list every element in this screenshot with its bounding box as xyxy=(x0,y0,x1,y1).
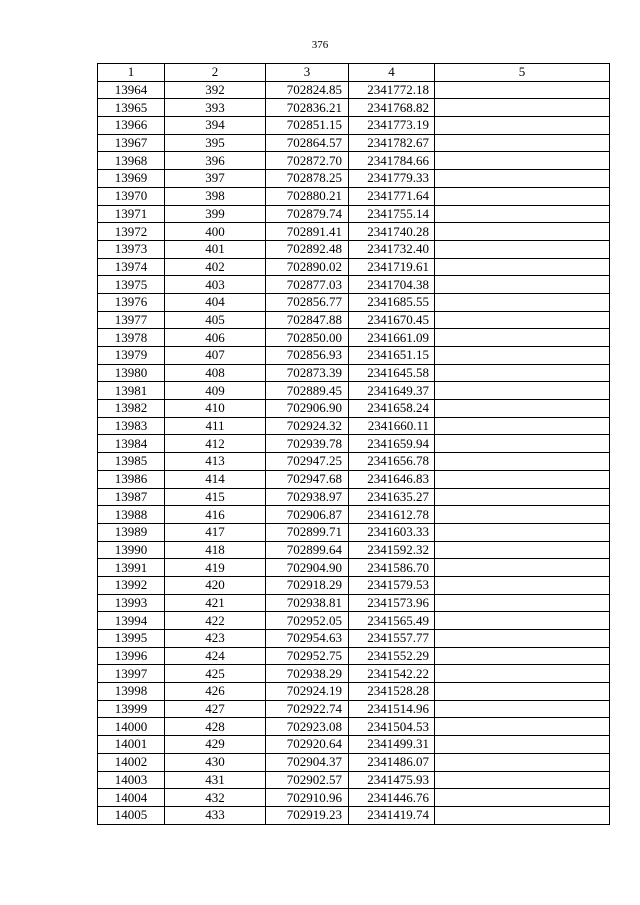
point-number-cell: 399 xyxy=(165,205,266,223)
note-cell xyxy=(435,594,610,612)
table-row xyxy=(98,187,610,205)
table-row xyxy=(98,223,610,241)
point-number-cell: 401 xyxy=(165,240,266,258)
note-cell xyxy=(435,417,610,435)
y-coordinate-cell: 2341670.45 xyxy=(349,311,435,329)
y-coordinate-cell: 2341586.70 xyxy=(349,559,435,577)
x-coordinate-cell: 702878.25 xyxy=(266,170,349,188)
row-id-cell: 13983 xyxy=(98,417,165,435)
point-number-cell: 422 xyxy=(165,612,266,630)
y-coordinate-cell: 2341557.77 xyxy=(349,630,435,648)
row-id-cell: 13993 xyxy=(98,594,165,612)
note-cell xyxy=(435,789,610,807)
note-cell xyxy=(435,347,610,365)
point-number-cell: 415 xyxy=(165,488,266,506)
point-number-cell: 428 xyxy=(165,718,266,736)
y-coordinate-cell: 2341782.67 xyxy=(349,134,435,152)
note-cell xyxy=(435,683,610,701)
row-id-cell: 13977 xyxy=(98,311,165,329)
note-cell xyxy=(435,293,610,311)
table-body xyxy=(98,81,610,824)
y-coordinate-cell: 2341719.61 xyxy=(349,258,435,276)
x-coordinate-cell: 702872.70 xyxy=(266,152,349,170)
y-coordinate-cell: 2341651.15 xyxy=(349,347,435,365)
point-number-cell: 413 xyxy=(165,453,266,471)
table-row xyxy=(98,205,610,223)
point-number-cell: 420 xyxy=(165,576,266,594)
note-cell xyxy=(435,736,610,754)
note-cell xyxy=(435,576,610,594)
note-cell xyxy=(435,240,610,258)
x-coordinate-cell: 702824.85 xyxy=(266,81,349,99)
table-row xyxy=(98,576,610,594)
y-coordinate-cell: 2341685.55 xyxy=(349,293,435,311)
table-row xyxy=(98,170,610,188)
y-coordinate-cell: 2341635.27 xyxy=(349,488,435,506)
table-row xyxy=(98,99,610,117)
y-coordinate-cell: 2341612.78 xyxy=(349,506,435,524)
page-number: 376 xyxy=(311,39,329,51)
row-id-cell: 14005 xyxy=(98,806,165,824)
y-coordinate-cell: 2341499.31 xyxy=(349,736,435,754)
x-coordinate-cell: 702902.57 xyxy=(266,771,349,789)
note-cell xyxy=(435,541,610,559)
point-number-cell: 431 xyxy=(165,771,266,789)
y-coordinate-cell: 2341773.19 xyxy=(349,117,435,135)
table-row xyxy=(98,470,610,488)
y-coordinate-cell: 2341784.66 xyxy=(349,152,435,170)
note-cell xyxy=(435,470,610,488)
x-coordinate-cell: 702891.41 xyxy=(266,223,349,241)
note-cell xyxy=(435,771,610,789)
table-header-row xyxy=(98,64,610,82)
table-row xyxy=(98,134,610,152)
y-coordinate-cell: 2341740.28 xyxy=(349,223,435,241)
note-cell xyxy=(435,276,610,294)
point-number-cell: 396 xyxy=(165,152,266,170)
x-coordinate-cell: 702924.32 xyxy=(266,417,349,435)
row-id-cell: 13969 xyxy=(98,170,165,188)
table-row xyxy=(98,789,610,807)
row-id-cell: 13988 xyxy=(98,506,165,524)
note-cell xyxy=(435,311,610,329)
row-id-cell: 13989 xyxy=(98,523,165,541)
note-cell xyxy=(435,81,610,99)
y-coordinate-cell: 2341732.40 xyxy=(349,240,435,258)
y-coordinate-cell: 2341486.07 xyxy=(349,753,435,771)
x-coordinate-cell: 702938.81 xyxy=(266,594,349,612)
note-cell xyxy=(435,700,610,718)
y-coordinate-cell: 2341528.28 xyxy=(349,683,435,701)
note-cell xyxy=(435,134,610,152)
table-row xyxy=(98,594,610,612)
row-id-cell: 14002 xyxy=(98,753,165,771)
point-number-cell: 398 xyxy=(165,187,266,205)
row-id-cell: 13999 xyxy=(98,700,165,718)
point-number-cell: 424 xyxy=(165,647,266,665)
row-id-cell: 13997 xyxy=(98,665,165,683)
row-id-cell: 14004 xyxy=(98,789,165,807)
y-coordinate-cell: 2341579.53 xyxy=(349,576,435,594)
point-number-cell: 419 xyxy=(165,559,266,577)
row-id-cell: 14000 xyxy=(98,718,165,736)
point-number-cell: 403 xyxy=(165,276,266,294)
x-coordinate-cell: 702906.90 xyxy=(266,400,349,418)
point-number-cell: 417 xyxy=(165,523,266,541)
point-number-cell: 427 xyxy=(165,700,266,718)
note-cell xyxy=(435,806,610,824)
x-coordinate-cell: 702899.71 xyxy=(266,523,349,541)
x-coordinate-cell: 702954.63 xyxy=(266,630,349,648)
y-coordinate-cell: 2341704.38 xyxy=(349,276,435,294)
note-cell xyxy=(435,364,610,382)
table-row xyxy=(98,771,610,789)
row-id-cell: 13982 xyxy=(98,400,165,418)
x-coordinate-cell: 702920.64 xyxy=(266,736,349,754)
note-cell xyxy=(435,205,610,223)
table-row xyxy=(98,683,610,701)
point-number-cell: 406 xyxy=(165,329,266,347)
point-number-cell: 429 xyxy=(165,736,266,754)
point-number-cell: 408 xyxy=(165,364,266,382)
point-number-cell: 432 xyxy=(165,789,266,807)
x-coordinate-cell: 702923.08 xyxy=(266,718,349,736)
table-row xyxy=(98,612,610,630)
point-number-cell: 412 xyxy=(165,435,266,453)
x-coordinate-cell: 702899.64 xyxy=(266,541,349,559)
table-row xyxy=(98,506,610,524)
y-coordinate-cell: 2341504.53 xyxy=(349,718,435,736)
row-id-cell: 13994 xyxy=(98,612,165,630)
row-id-cell: 14003 xyxy=(98,771,165,789)
row-id-cell: 13998 xyxy=(98,683,165,701)
row-id-cell: 13995 xyxy=(98,630,165,648)
point-number-cell: 423 xyxy=(165,630,266,648)
y-coordinate-cell: 2341592.32 xyxy=(349,541,435,559)
x-coordinate-cell: 702904.90 xyxy=(266,559,349,577)
point-number-cell: 397 xyxy=(165,170,266,188)
row-id-cell: 13971 xyxy=(98,205,165,223)
row-id-cell: 13976 xyxy=(98,293,165,311)
row-id-cell: 13972 xyxy=(98,223,165,241)
row-id-cell: 13964 xyxy=(98,81,165,99)
point-number-cell: 409 xyxy=(165,382,266,400)
y-coordinate-cell: 2341565.49 xyxy=(349,612,435,630)
note-cell xyxy=(435,488,610,506)
point-number-cell: 433 xyxy=(165,806,266,824)
point-number-cell: 392 xyxy=(165,81,266,99)
point-number-cell: 426 xyxy=(165,683,266,701)
table-row xyxy=(98,647,610,665)
y-coordinate-cell: 2341603.33 xyxy=(349,523,435,541)
x-coordinate-cell: 702919.23 xyxy=(266,806,349,824)
y-coordinate-cell: 2341552.29 xyxy=(349,647,435,665)
row-id-cell: 13965 xyxy=(98,99,165,117)
point-number-cell: 430 xyxy=(165,753,266,771)
row-id-cell: 13991 xyxy=(98,559,165,577)
y-coordinate-cell: 2341779.33 xyxy=(349,170,435,188)
y-coordinate-cell: 2341475.93 xyxy=(349,771,435,789)
y-coordinate-cell: 2341645.58 xyxy=(349,364,435,382)
table-row xyxy=(98,400,610,418)
table-row xyxy=(98,700,610,718)
row-id-cell: 13978 xyxy=(98,329,165,347)
x-coordinate-cell: 702847.88 xyxy=(266,311,349,329)
table-row xyxy=(98,117,610,135)
x-coordinate-cell: 702892.48 xyxy=(266,240,349,258)
point-number-cell: 418 xyxy=(165,541,266,559)
row-id-cell: 13967 xyxy=(98,134,165,152)
row-id-cell: 13987 xyxy=(98,488,165,506)
note-cell xyxy=(435,117,610,135)
y-coordinate-cell: 2341646.83 xyxy=(349,470,435,488)
row-id-cell: 14001 xyxy=(98,736,165,754)
point-number-cell: 393 xyxy=(165,99,266,117)
point-number-cell: 421 xyxy=(165,594,266,612)
table-row xyxy=(98,806,610,824)
table-row xyxy=(98,276,610,294)
table-row xyxy=(98,258,610,276)
x-coordinate-cell: 702922.74 xyxy=(266,700,349,718)
table-row xyxy=(98,240,610,258)
x-coordinate-cell: 702856.77 xyxy=(266,293,349,311)
x-coordinate-cell: 702938.97 xyxy=(266,488,349,506)
row-id-cell: 13974 xyxy=(98,258,165,276)
row-id-cell: 13981 xyxy=(98,382,165,400)
y-coordinate-cell: 2341542.22 xyxy=(349,665,435,683)
note-cell xyxy=(435,559,610,577)
table-row xyxy=(98,417,610,435)
y-coordinate-cell: 2341446.76 xyxy=(349,789,435,807)
table-row xyxy=(98,311,610,329)
x-coordinate-cell: 702906.87 xyxy=(266,506,349,524)
note-cell xyxy=(435,400,610,418)
y-coordinate-cell: 2341772.18 xyxy=(349,81,435,99)
note-cell xyxy=(435,612,610,630)
x-coordinate-cell: 702880.21 xyxy=(266,187,349,205)
note-cell xyxy=(435,99,610,117)
x-coordinate-cell: 702873.39 xyxy=(266,364,349,382)
table-row xyxy=(98,382,610,400)
row-id-cell: 13986 xyxy=(98,470,165,488)
column-header-5: 5 xyxy=(435,64,610,82)
x-coordinate-cell: 702836.21 xyxy=(266,99,349,117)
column-header-3: 3 xyxy=(266,64,349,82)
note-cell xyxy=(435,647,610,665)
row-id-cell: 13996 xyxy=(98,647,165,665)
table-row xyxy=(98,488,610,506)
x-coordinate-cell: 702877.03 xyxy=(266,276,349,294)
note-cell xyxy=(435,506,610,524)
point-number-cell: 425 xyxy=(165,665,266,683)
point-number-cell: 416 xyxy=(165,506,266,524)
y-coordinate-cell: 2341419.74 xyxy=(349,806,435,824)
x-coordinate-cell: 702947.25 xyxy=(266,453,349,471)
note-cell xyxy=(435,187,610,205)
column-header-1: 1 xyxy=(98,64,165,82)
row-id-cell: 13985 xyxy=(98,453,165,471)
row-id-cell: 13968 xyxy=(98,152,165,170)
y-coordinate-cell: 2341771.64 xyxy=(349,187,435,205)
row-id-cell: 13973 xyxy=(98,240,165,258)
note-cell xyxy=(435,665,610,683)
note-cell xyxy=(435,630,610,648)
note-cell xyxy=(435,718,610,736)
x-coordinate-cell: 702952.75 xyxy=(266,647,349,665)
point-number-cell: 405 xyxy=(165,311,266,329)
table-row xyxy=(98,293,610,311)
table-row xyxy=(98,523,610,541)
table-row xyxy=(98,81,610,99)
table-row xyxy=(98,718,610,736)
x-coordinate-cell: 702890.02 xyxy=(266,258,349,276)
y-coordinate-cell: 2341514.96 xyxy=(349,700,435,718)
y-coordinate-cell: 2341661.09 xyxy=(349,329,435,347)
note-cell xyxy=(435,753,610,771)
x-coordinate-cell: 702889.45 xyxy=(266,382,349,400)
point-number-cell: 400 xyxy=(165,223,266,241)
table-row xyxy=(98,736,610,754)
row-id-cell: 13992 xyxy=(98,576,165,594)
table-row xyxy=(98,329,610,347)
point-number-cell: 414 xyxy=(165,470,266,488)
point-number-cell: 411 xyxy=(165,417,266,435)
row-id-cell: 13984 xyxy=(98,435,165,453)
note-cell xyxy=(435,453,610,471)
x-coordinate-cell: 702938.29 xyxy=(266,665,349,683)
table-row xyxy=(98,665,610,683)
point-number-cell: 407 xyxy=(165,347,266,365)
x-coordinate-cell: 702947.68 xyxy=(266,470,349,488)
x-coordinate-cell: 702856.93 xyxy=(266,347,349,365)
y-coordinate-cell: 2341768.82 xyxy=(349,99,435,117)
x-coordinate-cell: 702850.00 xyxy=(266,329,349,347)
table-row xyxy=(98,152,610,170)
y-coordinate-cell: 2341573.96 xyxy=(349,594,435,612)
x-coordinate-cell: 702904.37 xyxy=(266,753,349,771)
row-id-cell: 13979 xyxy=(98,347,165,365)
note-cell xyxy=(435,523,610,541)
x-coordinate-cell: 702939.78 xyxy=(266,435,349,453)
point-number-cell: 402 xyxy=(165,258,266,276)
table-row xyxy=(98,453,610,471)
x-coordinate-cell: 702864.57 xyxy=(266,134,349,152)
note-cell xyxy=(435,382,610,400)
table-row xyxy=(98,347,610,365)
x-coordinate-cell: 702924.19 xyxy=(266,683,349,701)
row-id-cell: 13990 xyxy=(98,541,165,559)
y-coordinate-cell: 2341659.94 xyxy=(349,435,435,453)
note-cell xyxy=(435,435,610,453)
y-coordinate-cell: 2341656.78 xyxy=(349,453,435,471)
table-row xyxy=(98,541,610,559)
point-number-cell: 410 xyxy=(165,400,266,418)
row-id-cell: 13966 xyxy=(98,117,165,135)
table-row xyxy=(98,753,610,771)
column-header-2: 2 xyxy=(165,64,266,82)
point-number-cell: 404 xyxy=(165,293,266,311)
table-row xyxy=(98,364,610,382)
x-coordinate-cell: 702851.15 xyxy=(266,117,349,135)
y-coordinate-cell: 2341660.11 xyxy=(349,417,435,435)
x-coordinate-cell: 702952.05 xyxy=(266,612,349,630)
note-cell xyxy=(435,223,610,241)
table-row xyxy=(98,630,610,648)
note-cell xyxy=(435,170,610,188)
note-cell xyxy=(435,329,610,347)
x-coordinate-cell: 702910.96 xyxy=(266,789,349,807)
y-coordinate-cell: 2341658.24 xyxy=(349,400,435,418)
y-coordinate-cell: 2341649.37 xyxy=(349,382,435,400)
point-number-cell: 394 xyxy=(165,117,266,135)
column-header-4: 4 xyxy=(349,64,435,82)
row-id-cell: 13980 xyxy=(98,364,165,382)
table-row xyxy=(98,559,610,577)
table-row xyxy=(98,435,610,453)
coordinates-table xyxy=(97,63,610,825)
x-coordinate-cell: 702879.74 xyxy=(266,205,349,223)
x-coordinate-cell: 702918.29 xyxy=(266,576,349,594)
y-coordinate-cell: 2341755.14 xyxy=(349,205,435,223)
note-cell xyxy=(435,152,610,170)
point-number-cell: 395 xyxy=(165,134,266,152)
row-id-cell: 13975 xyxy=(98,276,165,294)
note-cell xyxy=(435,258,610,276)
row-id-cell: 13970 xyxy=(98,187,165,205)
